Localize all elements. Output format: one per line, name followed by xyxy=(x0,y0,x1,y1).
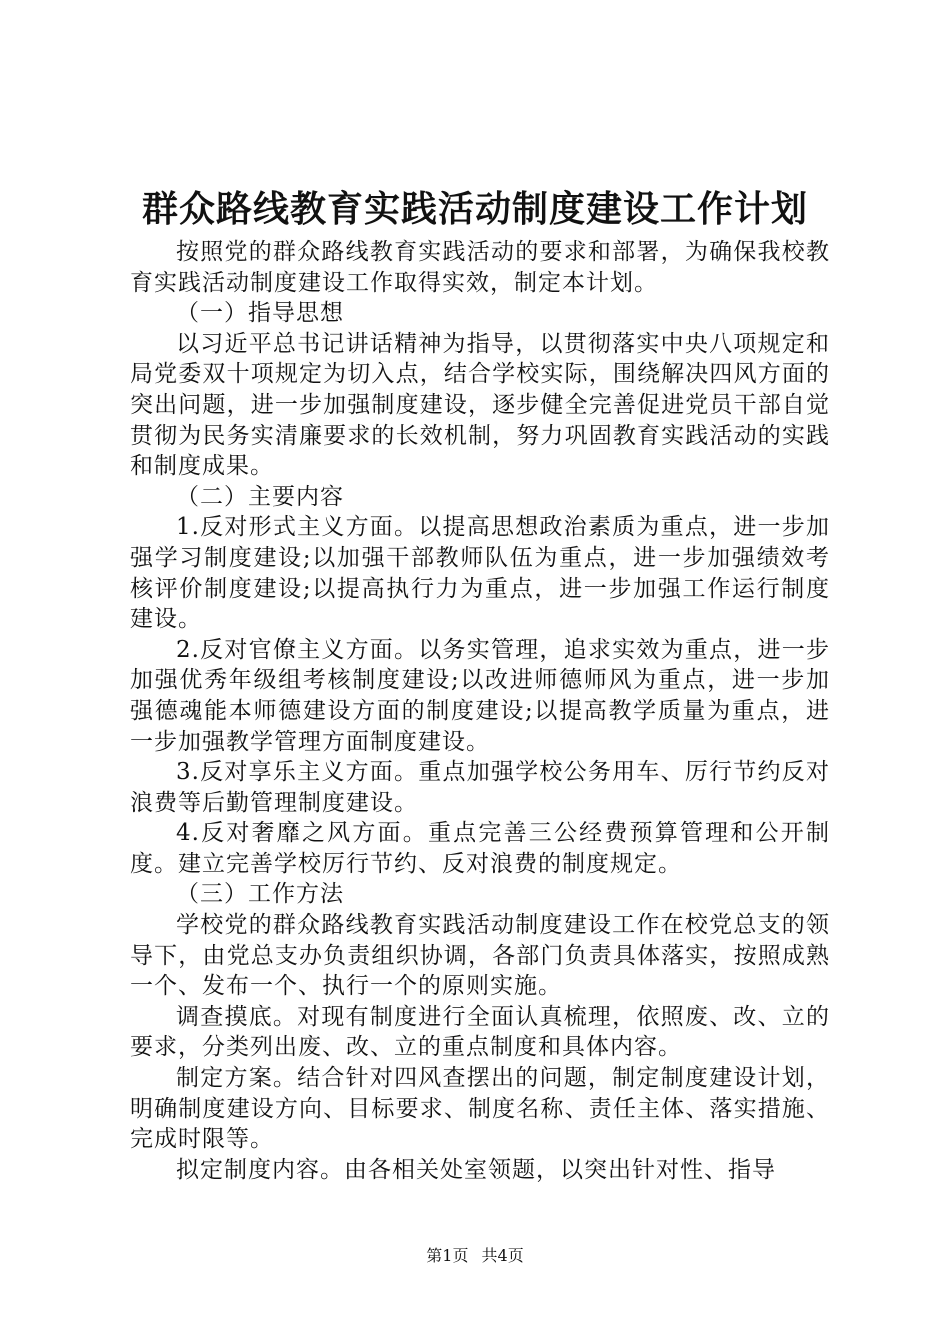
section-heading-work-method: （三）工作方法 xyxy=(176,881,344,908)
paragraph-item-4: 4.反对奢靡之风方面。重点完善三公经费预算管理和公开制度。建立完善学校厉行节约、反对浪费的制度规定。 xyxy=(130,820,830,877)
paragraph-item-1: 1.反对形式主义方面。以提高思想政治素质为重点，进一步加强学习制度建设;以加强干部教师队伍为重点，进一步加强绩效考核评价制度建设;以提高执行力为重点，进一步加强工作运行制度建设。 xyxy=(130,514,830,633)
paragraph-item-3: 3.反对享乐主义方面。重点加强学校公务用车、厉行节约反对浪费等后勤管理制度建设。 xyxy=(130,759,830,816)
page-footer xyxy=(0,1245,950,1267)
paragraph-guiding-ideology: 以习近平总书记讲话精神为指导，以贯彻落实中央八项规定和局党委双十项规定为切入点，结合学校实际，围绕解决四风方面的突出问题，进一步加强制度建设，逐步健全完善促进党员干部自觉贯彻为民务实清廉要求的长效机制，努力巩固教育实践活动的实践和制度成果。 xyxy=(130,330,830,480)
paragraph-work-method: 学校党的群众路线教育实践活动制度建设工作在校党总支的领导下，由党总支办负责组织协调，各部门负责具体落实，按照成熟一个、发布一个、执行一个的原则实施。 xyxy=(130,912,830,1000)
paragraph-investigation: 调查摸底。对现有制度进行全面认真梳理，依照废、改、立的要求，分类列出废、改、立的重点制度和具体内容。 xyxy=(130,1003,830,1061)
page-total: 共4页 xyxy=(481,1246,524,1265)
section-heading-guiding-ideology: （一）指导思想 xyxy=(176,300,344,327)
paragraph-draft: 拟定制度内容。由各相关处室领题，以突出针对性、指导 xyxy=(176,1156,776,1183)
page-number: 第1页 xyxy=(426,1246,469,1265)
paragraph-intro: 按照党的群众路线教育实践活动的要求和部署，为确保我校教育实践活动制度建设工作取得实效，制定本计划。 xyxy=(130,239,830,296)
document-title: 群众路线教育实践活动制度建设工作计划 xyxy=(141,188,808,230)
document-body xyxy=(130,237,830,1185)
section-heading-main-content: （二）主要内容 xyxy=(176,483,344,510)
paragraph-item-2: 2.反对官僚主义方面。以务实管理，追求实效为重点，进一步加强优秀年级组考核制度建设;以改进师德师风为重点，进一步加强德魂能本师德建设方面的制度建设;以提高教学质量为重点，进一步加强教学管理方面制度建设。 xyxy=(130,636,830,755)
paragraph-plan: 制定方案。结合针对四风查摆出的问题，制定制度建设计划，明确制度建设方向、目标要求、制度名称、责任主体、落实措施、完成时限等。 xyxy=(130,1065,830,1153)
